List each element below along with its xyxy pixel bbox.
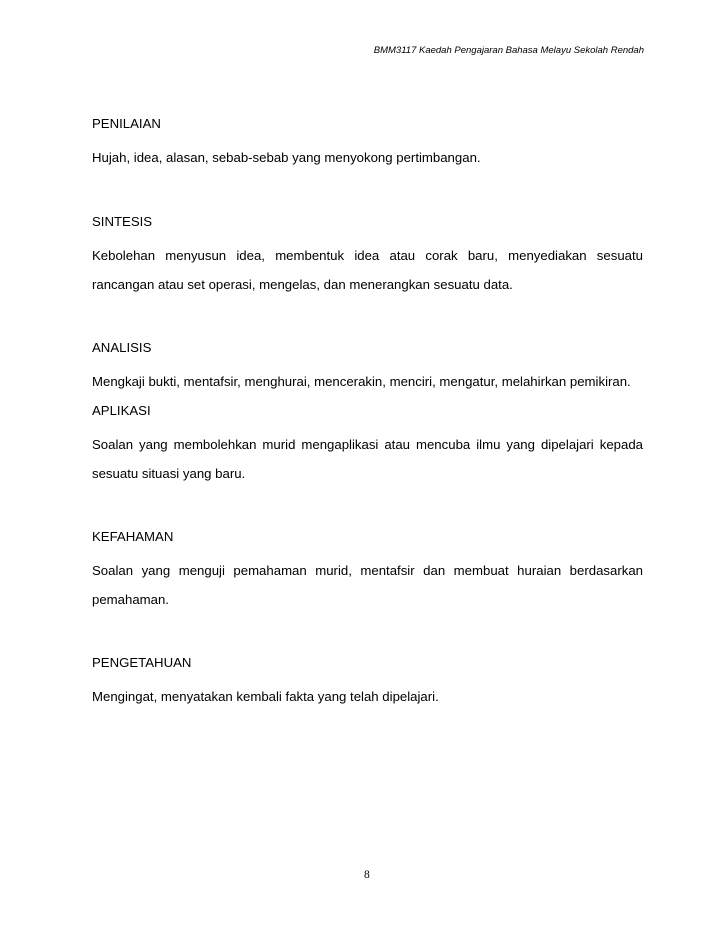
page-number: 8	[364, 869, 370, 881]
section-text-sintesis: Kebolehan menyusun idea, membentuk idea atau corak baru, menyediakan sesuatu rancangan atau set operasi, mengelas, dan menerangkan sesuatu data.	[92, 248, 643, 292]
section-heading-aplikasi: APLIKASI	[92, 403, 151, 418]
section-text-pengetahuan: Mengingat, menyatakan kembali fakta yang telah dipelajari.	[92, 689, 439, 704]
section-text-analisis: Mengkaji bukti, mentafsir, menghurai, mencerakin, menciri, mengatur, melahirkan pemikiran.	[92, 374, 631, 389]
section-heading-penilaian: PENILAIAN	[92, 116, 161, 131]
section-heading-kefahaman: KEFAHAMAN	[92, 529, 174, 544]
section-text-aplikasi: Soalan yang membolehkan murid mengaplikasi atau mencuba ilmu yang dipelajari kepada sesuatu situasi yang baru.	[92, 437, 643, 481]
page-header: BMM3117 Kaedah Pengajaran Bahasa Melayu Sekolah Rendah	[373, 45, 644, 56]
section-text-kefahaman: Soalan yang menguji pemahaman murid, mentafsir dan membuat huraian berdasarkan pemahaman.	[92, 563, 643, 607]
section-heading-sintesis: SINTESIS	[92, 214, 153, 229]
document-body	[92, 114, 643, 707]
section-heading-analisis: ANALISIS	[92, 340, 152, 355]
section-text-penilaian: Hujah, idea, alasan, sebab-sebab yang menyokong pertimbangan.	[92, 150, 481, 165]
section-heading-pengetahuan: PENGETAHUAN	[92, 655, 192, 670]
